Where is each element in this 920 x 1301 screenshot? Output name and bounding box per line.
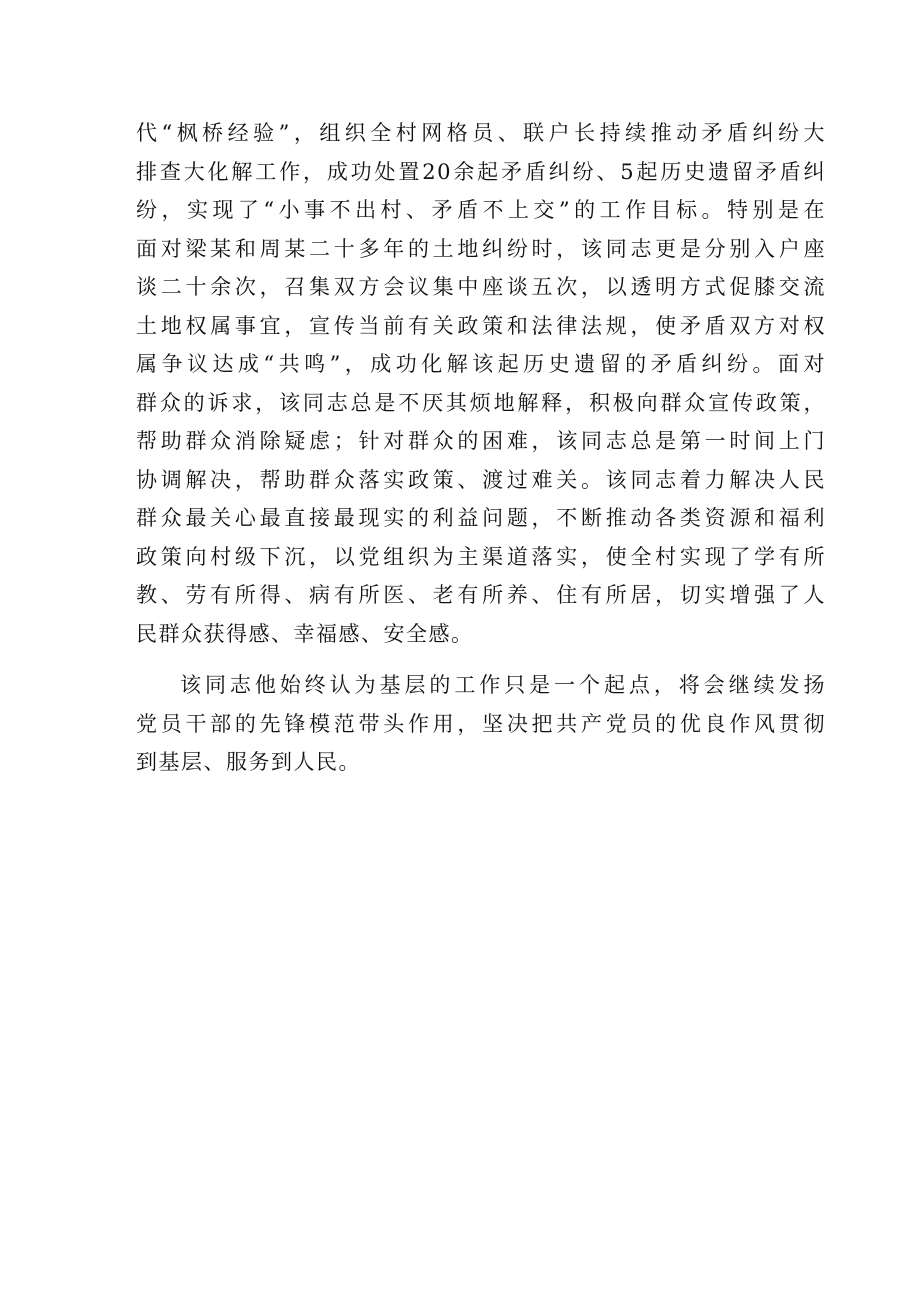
paragraph-line: 纷，实现了“小事不出村、矛盾不上交”的工作目标。特别是在 bbox=[136, 198, 826, 222]
paragraph-line: 政策向村级下沉，以党组织为主渠道落实，使全村实现了学有所 bbox=[136, 544, 826, 569]
paragraph-spacer bbox=[136, 653, 826, 666]
paragraph-line: 该同志他始终认为基层的工作只是一个起点，将会继续发扬 bbox=[180, 673, 826, 697]
paragraph-line: 排查大化解工作，成功处置20余起矛盾纠纷、5起历史遗留矛盾纠 bbox=[136, 159, 826, 184]
paragraph-line: 党员干部的先锋模范带头作用，坚决把共产党员的优良作风贯彻 bbox=[136, 711, 826, 736]
document-body bbox=[136, 114, 826, 782]
paragraph-line: 土地权属事宜，宣传当前有关政策和法律法规，使矛盾双方对权 bbox=[136, 313, 826, 338]
paragraph-line: 教、劳有所得、病有所医、老有所养、住有所居，切实增强了人 bbox=[136, 583, 826, 607]
paragraph-line: 群众最关心最直接最现实的利益问题，不断推动各类资源和福利 bbox=[136, 506, 826, 530]
paragraph-line: 帮助群众消除疑虑；针对群众的困难，该同志总是第一时间上门 bbox=[136, 429, 826, 453]
paragraph-line: 谈二十余次，召集双方会议集中座谈五次，以透明方式促膝交流 bbox=[136, 275, 826, 299]
paragraph-1 bbox=[136, 114, 826, 653]
paragraph-line: 面对梁某和周某二十多年的土地纠纷时，该同志更是分别入户座 bbox=[136, 236, 826, 261]
paragraph-line: 属争议达成“共鸣”，成功化解该起历史遗留的矛盾纠纷。面对 bbox=[136, 352, 826, 376]
paragraph-line: 协调解决，帮助群众落实政策、渡过难关。该同志着力解决人民 bbox=[136, 467, 826, 492]
paragraph-line: 民群众获得感、幸福感、安全感。 bbox=[136, 621, 474, 646]
paragraph-line: 群众的诉求，该同志总是不厌其烦地解释，积极向群众宣传政策， bbox=[136, 390, 826, 415]
paragraph-line: 代“枫桥经验”，组织全村网格员、联户长持续推动矛盾纠纷大 bbox=[136, 121, 826, 145]
paragraph-2 bbox=[136, 666, 826, 782]
paragraph-line: 到基层、服务到人民。 bbox=[136, 750, 361, 774]
